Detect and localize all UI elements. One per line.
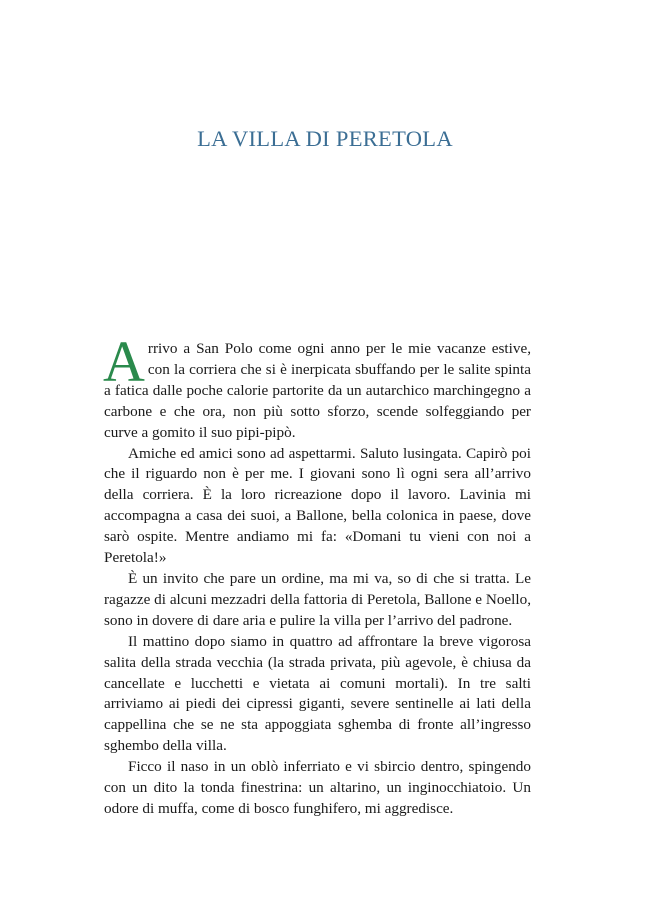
paragraph-3: È un invito che pare un ordine, ma mi va, so di che si tratta. Le ragazze di alcuni mezzadri della fattoria di Peretola, Ballone e Noello, sono in dovere di dare aria e pulire la villa per l’arrivo del padrone. (104, 569, 531, 629)
paragraph-5: Ficco il naso in un oblò inferriato e vi sbircio dentro, spingendo con un dito la tonda finestrina: un altarino, un inginocchiatoio. Un odore di muffa, come di bosco funghifero, mi aggredisce. (104, 758, 531, 817)
paragraph-2: Amiche ed amici sono ad aspettarmi. Saluto lusingata. Capirò poi che il riguardo non è per me. I giovani sono lì ogni sera all’arrivo della corriera. È la loro ricreazione dopo il lavoro. Lavinia mi accompagna a casa dei suoi, a Ballone, bella colonica in paese, dove sarò ospite. Mentre andiamo mi fa: «Domani tu vieni con noi a Peretola!» (104, 444, 531, 567)
drop-cap: A (103, 329, 145, 394)
paragraph-1-text: rrivo a San Polo come ogni anno per le mie vacanze estive, con la corriera che si è inerpicata sbuffando per le salite spinta a fatica dalle poche calorie partorite da un autarchico marchingegno a carbone e che ora, non più sotto sforzo, scende solfeggiando per curve a gomito il suo pipi-pipò. (104, 340, 531, 441)
chapter-title: LA VILLA DI PERETOLA (197, 126, 453, 151)
chapter-body (103, 329, 531, 820)
paragraph-1 (103, 329, 531, 444)
paragraph-4: Il mattino dopo siamo in quattro ad affrontare la breve vigorosa salita della strada vecchia (la strada privata, più agevole, è chiusa da cancellate e lucchetti e vietata ai comuni mortali). In tre salti arriviamo ai piedi dei cipressi giganti, severe sentinelle ai lati della cappellina che se ne sta appoggiata sghemba di fronte all’ingresso sghembo della villa. (104, 632, 531, 755)
